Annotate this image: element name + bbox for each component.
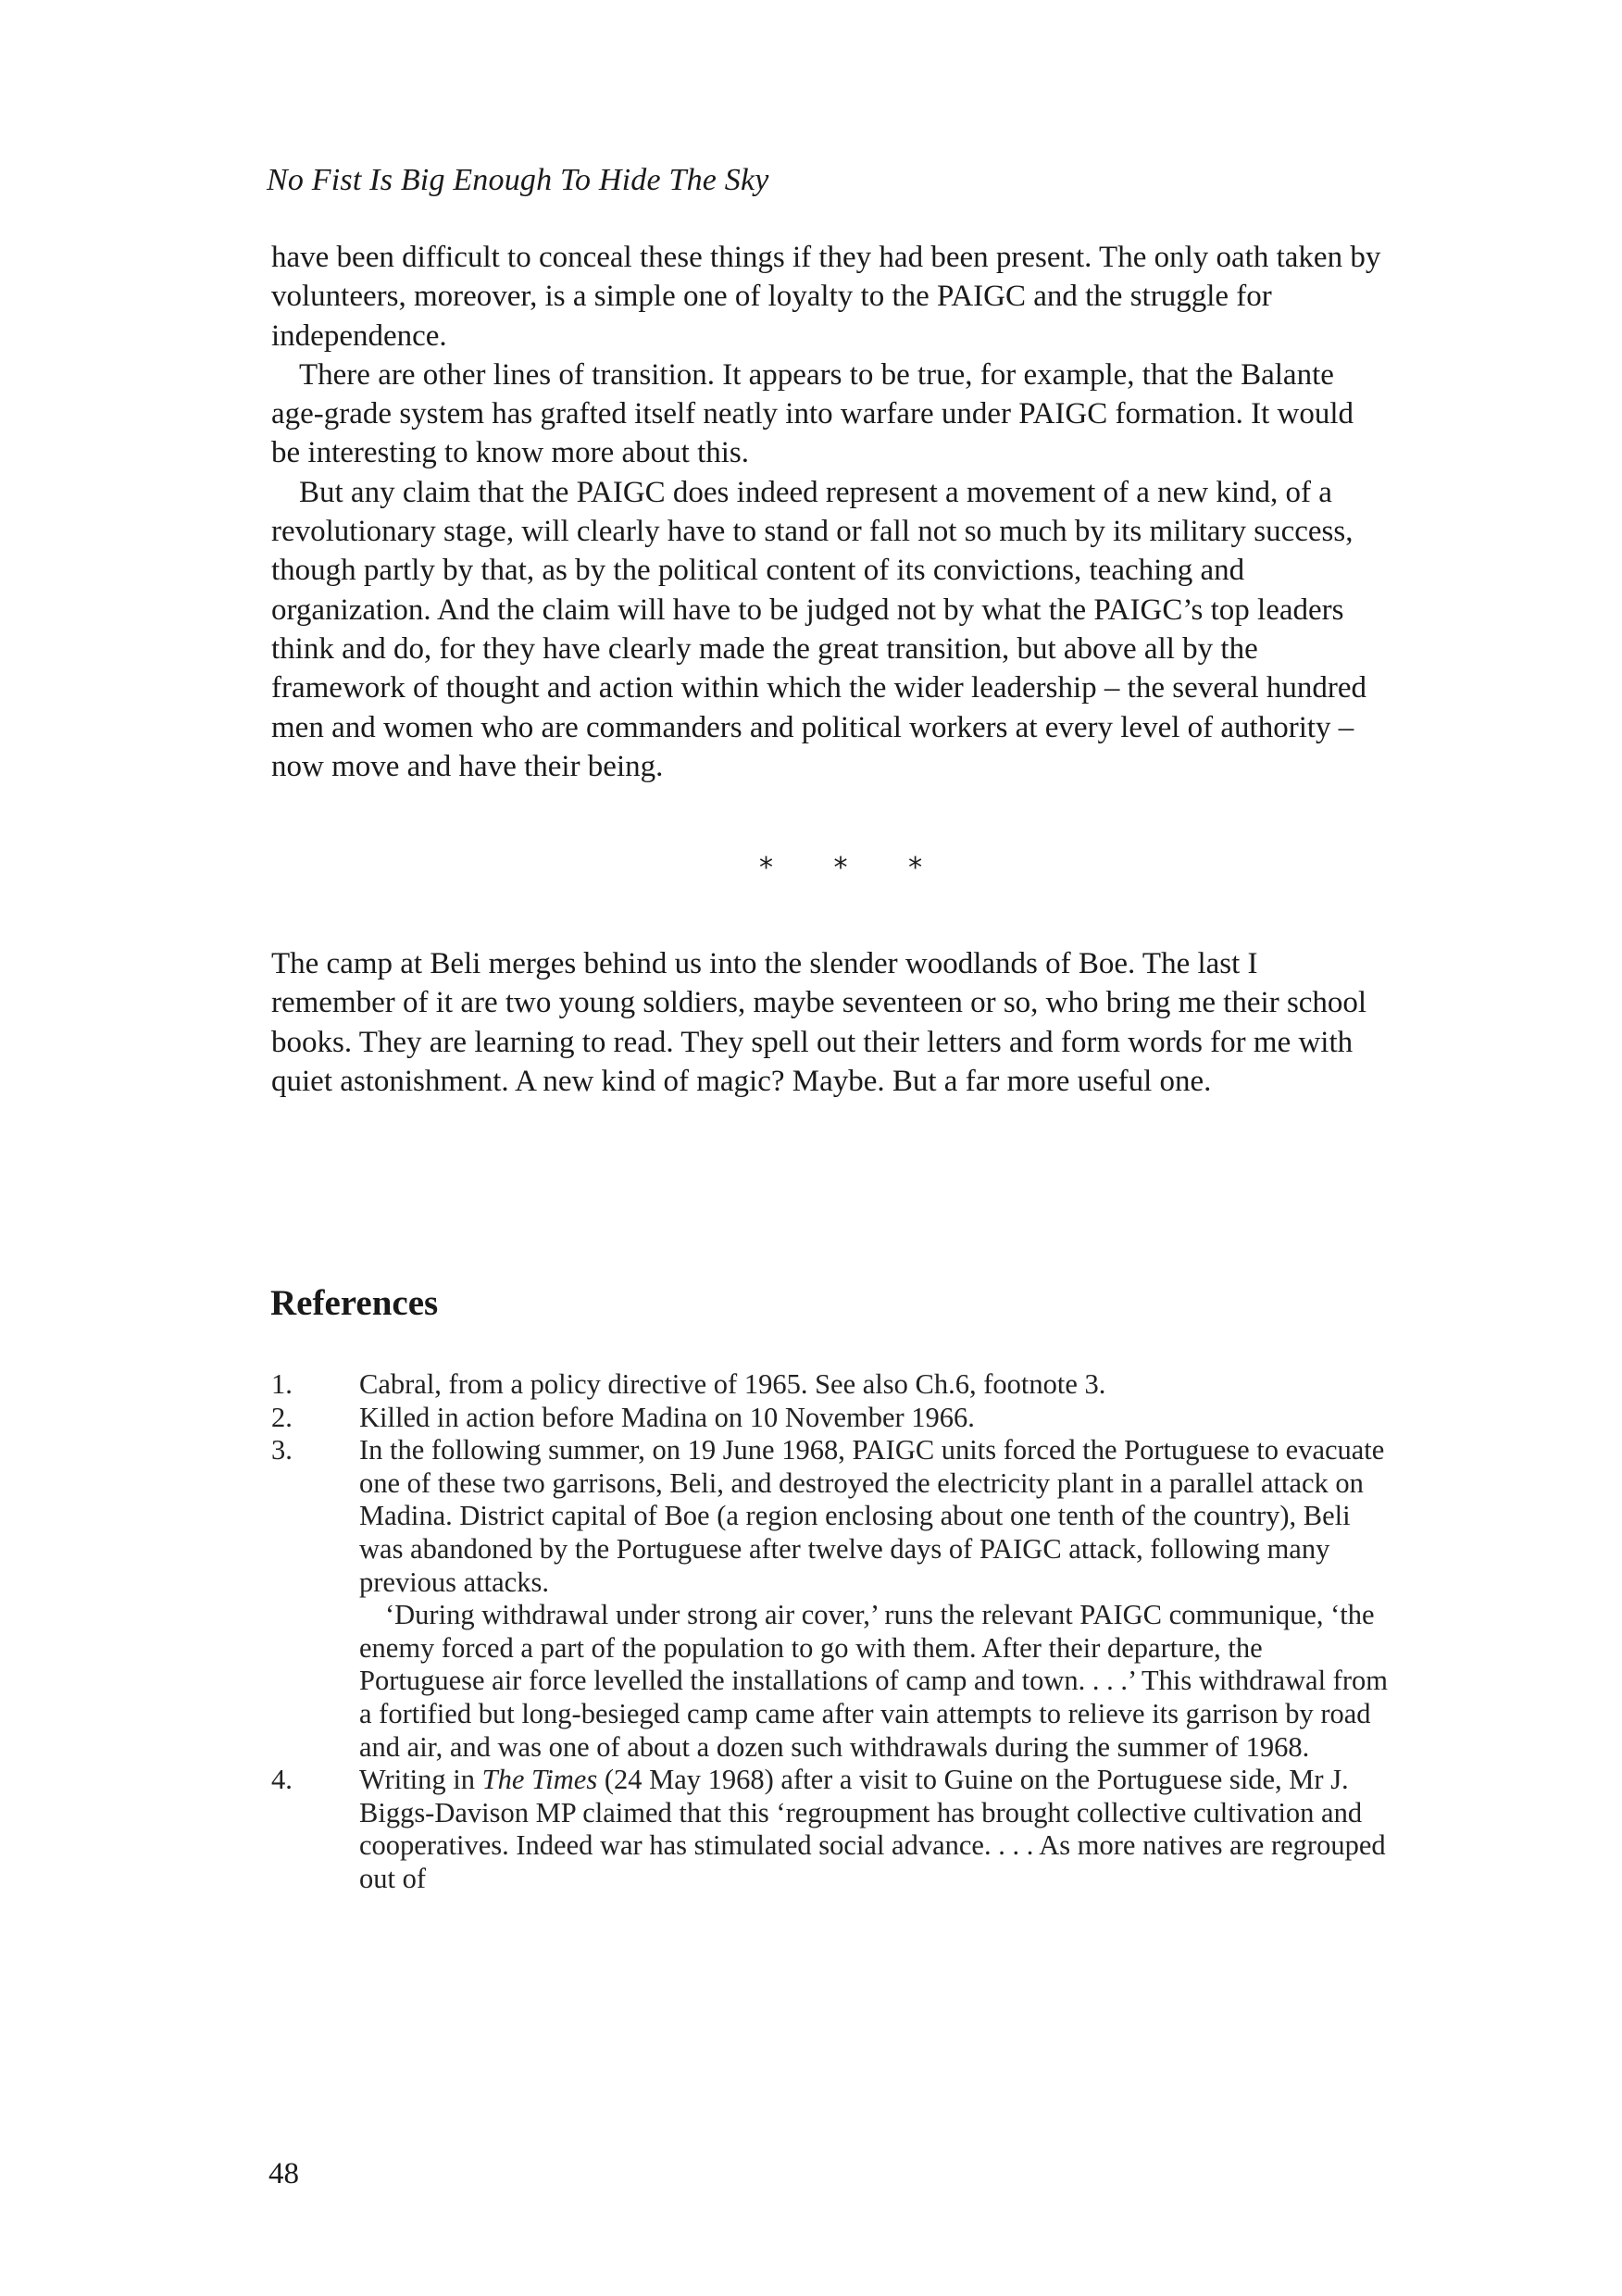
- closing-vignette: [271, 944, 1382, 1101]
- reference-publication-title: The Times: [481, 1764, 598, 1796]
- body-text: [271, 238, 1382, 786]
- vignette-paragraph: The camp at Beli merges behind us into the slender woodlands of Boe. The last I remember of it are two young soldiers, maybe seventeen or so, who bring me their school books. They are learning to read. They spell out their letters and form words for me with quiet astonishment. A new kind of magic? Maybe. But a far more useful one.: [271, 947, 1367, 1098]
- references-list: [271, 1368, 1391, 1896]
- body-paragraph: But any claim that the PAIGC does indeed represent a movement of a new kind, of a revolutionary stage, will clearly have to stand or fall not so much by its military success, though partly by that, as by the political content of its convictions, teaching and organization. And the claim will have to be judged not by what the PAIGC’s top leaders think and do, for they have clearly made the great transition, but above all by the framework of thought and action within which the wider leadership – the several hundred men and women who are commanders and political workers at every level of authority – now move and have their being.: [271, 475, 1367, 783]
- body-paragraph: There are other lines of transition. It appears to be true, for example, that the Balante age-grade system has grafted itself neatly into warfare under PAIGC formation. It would be interesting to know more about this.: [271, 357, 1354, 470]
- section-break: * * *: [759, 852, 949, 884]
- reference-number: 1.: [271, 1368, 293, 1400]
- reference-continuation: ‘During withdrawal under strong air cover,’ runs the relevant PAIGC communique, ‘the enemy forced a part of the population to go with them. After their departure, the Portuguese air force levelled the installations of camp and town. . . .’ This withdrawal from a fortified but long-besieged camp came after vain attempts to relieve its garrison by road and air, and was one of about a dozen such withdrawals during the summer of 1968.: [359, 1599, 1388, 1763]
- reference-number: 2.: [271, 1401, 293, 1433]
- body-paragraph: have been difficult to conceal these things if they had been present. The only oath taken by volunteers, moreover, is a simple one of loyalty to the PAIGC and the struggle for independence.: [271, 241, 1381, 353]
- references-heading: References: [270, 1283, 439, 1323]
- reference-item: [271, 1402, 1391, 1435]
- reference-text: Cabral, from a policy directive of 1965. See also Ch.6, footnote 3.: [359, 1368, 1106, 1400]
- reference-number: 3.: [271, 1434, 293, 1466]
- reference-item: [271, 1368, 1391, 1402]
- running-head: No Fist Is Big Enough To Hide The Sky: [267, 163, 769, 197]
- page-number: 48: [268, 2157, 299, 2190]
- reference-item: [271, 1434, 1391, 1764]
- reference-text-rest: (24 May 1968) after a visit to Guine on the Portuguese side, Mr J. Biggs-Davison MP claimed that this ‘regroupment has brought collective cultivation and cooperatives. Indeed war has stimulated social advance. . . . As more natives are regrouped out of: [359, 1764, 1386, 1894]
- reference-text: Killed in action before Madina on 10 November 1966.: [359, 1401, 975, 1433]
- reference-number: 4.: [271, 1764, 293, 1796]
- reference-text: [359, 1764, 1391, 1895]
- reference-text-lead: Writing in: [359, 1764, 482, 1796]
- reference-text: In the following summer, on 19 June 1968, PAIGC units forced the Portuguese to evacuate one of these two garrisons, Beli, and destroyed the electricity plant in a parallel attack on Madina. District capital of Boe (a region enclosing about one tenth of the country), Beli was abandoned by the Portuguese after twelve days of PAIGC attack, following many previous attacks.: [359, 1434, 1385, 1598]
- reference-item: [271, 1764, 1391, 1895]
